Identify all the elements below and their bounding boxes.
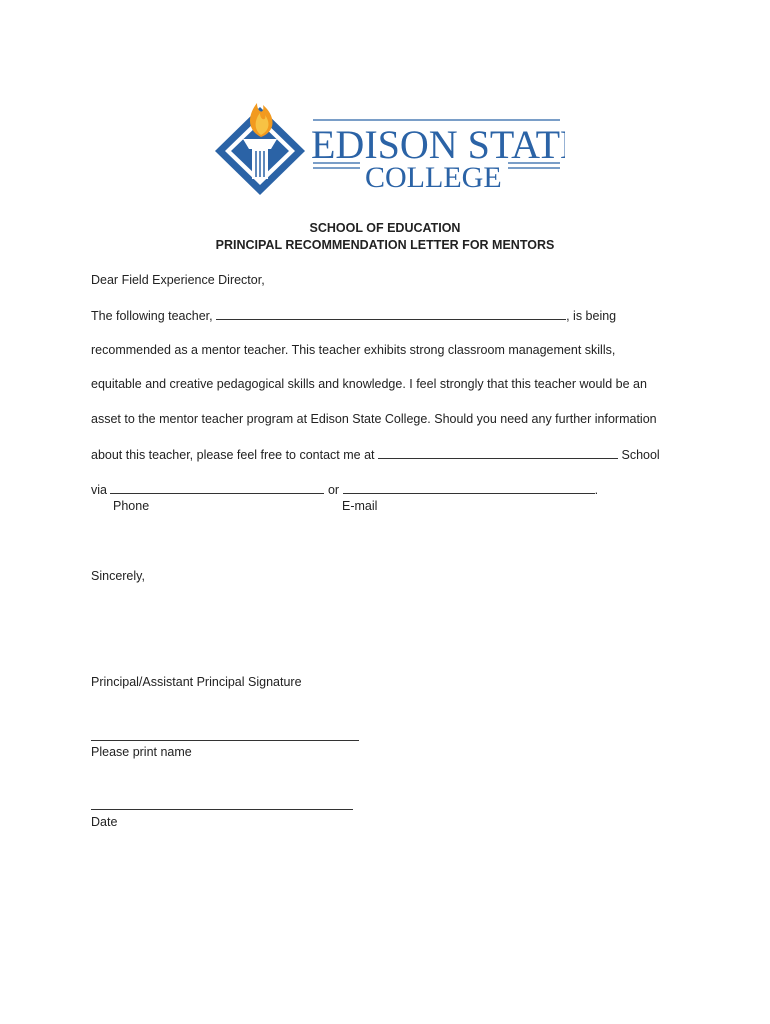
p5-text-before: about this teacher, please feel free to contact me at <box>91 448 375 462</box>
email-field[interactable] <box>343 482 595 494</box>
phone-field[interactable] <box>110 482 324 494</box>
paragraph-line-4: asset to the mentor teacher program at Edison State College. Should you need any further information <box>91 412 657 426</box>
date-line[interactable] <box>91 809 353 810</box>
p1-text-after: , is being <box>566 309 617 323</box>
p6-end: . <box>594 483 599 497</box>
salutation: Dear Field Experience Director, <box>91 273 265 287</box>
print-name-label: Please print name <box>91 745 192 759</box>
email-caption: E-mail <box>342 499 378 513</box>
school-name-field[interactable] <box>378 447 618 459</box>
p6-via: via <box>91 483 107 497</box>
teacher-name-field[interactable] <box>216 308 566 320</box>
paragraph-line-2: recommended as a mentor teacher. This teacher exhibits strong classroom management skills, <box>91 343 616 357</box>
p1-text-before: The following teacher, <box>91 309 213 323</box>
logo-line2: COLLEGE <box>365 161 502 194</box>
paragraph-line-3: equitable and creative pedagogical skills and knowledge. I feel strongly that this teacher would be an <box>91 377 647 391</box>
edison-state-logo <box>205 85 565 205</box>
torch-diamond-emblem <box>205 85 565 205</box>
phone-caption: Phone <box>113 499 150 513</box>
school-title: SCHOOL OF EDUCATION <box>309 221 461 235</box>
paragraph-line-5 <box>91 447 660 462</box>
closing: Sincerely, <box>91 569 145 583</box>
paragraph-line-1 <box>91 308 616 323</box>
p5-text-after: School <box>621 448 660 462</box>
p6-or: or <box>327 483 340 497</box>
paragraph-line-6 <box>91 482 598 497</box>
form-title: PRINCIPAL RECOMMENDATION LETTER FOR MENTORS <box>215 238 555 252</box>
date-label: Date <box>91 815 118 829</box>
signature-label: Principal/Assistant Principal Signature <box>91 675 302 689</box>
print-name-line[interactable] <box>91 740 359 741</box>
logo-line1: EDISON STATE <box>311 122 565 167</box>
